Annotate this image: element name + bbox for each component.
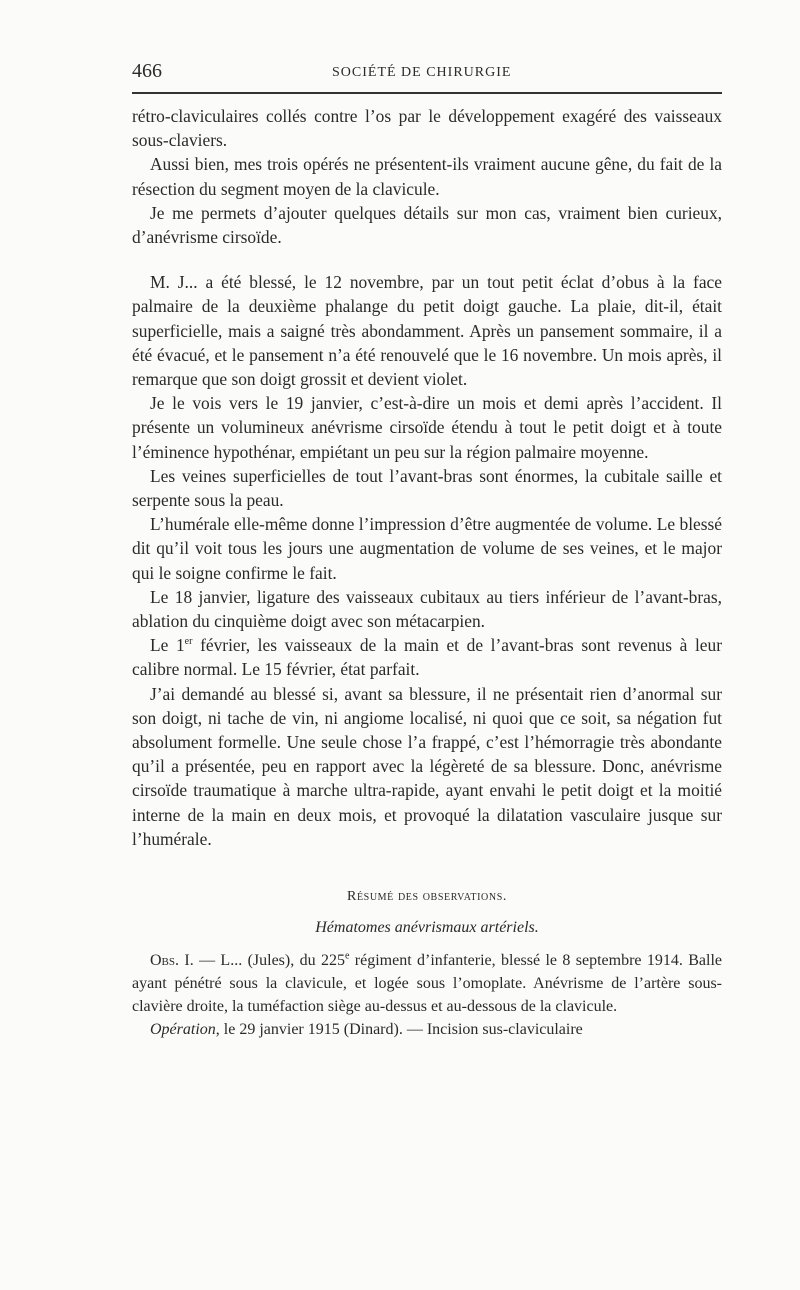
page-number: 466	[132, 60, 162, 82]
text-run: Le 1	[150, 635, 185, 656]
observation-label: Obs. I.	[150, 952, 194, 970]
paragraph: Aussi bien, mes trois opérés ne présentent-ils vraiment aucune gêne, du fait de la résection du segment moyen de la clavicule.	[132, 154, 722, 199]
header-rule	[132, 92, 722, 94]
section-title: Résumé des observations.	[347, 889, 507, 905]
paragraph: Le 18 janvier, ligature des vaisseaux cubitaux au tiers inférieur de l’avant-bras, ablation du cinquième doigt avec son métacarpien.	[132, 586, 722, 632]
text-run: février, les vaisseaux de la main et de l’avant-bras sont revenus à leur calibre normal. Le 15 février, état parfait.	[132, 635, 723, 680]
paragraph: L’humérale elle-même donne l’impression d’être augmentée de volume. Le blessé dit qu’il voit tous les jours une augmentation de volume de ses veines, et le major qui le soigne confirme le fait.	[132, 514, 722, 583]
text-run: régiment d’infanterie, blessé le 8 septembre 1914. Balle ayant pénétré sous la clavicule, et logée sous l’omoplate. Anévrisme de l’artère sous-clavière droite, la tuméfaction siège au-dessus et au-dessous de la clavicule.	[132, 952, 722, 1016]
paragraph: Les veines superficielles de tout l’avant-bras sont énormes, la cubitale saille et serpente sous la peau.	[132, 465, 722, 511]
paragraph	[132, 1018, 722, 1041]
paragraph: M. J... a été blessé, le 12 novembre, par un tout petit éclat d’obus à la face palmaire de la deuxième phalange du petit doigt gauche. La plaie, dit-il, était superficielle, mais a saigné très abondamment. Après un pansement sommaire, il a été évacué, et le pansement n’a été renouvelé que le 16 novembre. Un mois après, il remarque que son doigt grossit et devient violet.	[132, 272, 722, 390]
paragraph	[132, 633, 722, 681]
page	[132, 52, 722, 1041]
running-title: SOCIÉTÉ DE CHIRURGIE	[332, 65, 512, 80]
text-run: — L... (Jules), du 225	[193, 952, 345, 970]
paragraph: rétro-claviculaires collés contre l’os par le développement exagéré des vaisseaux sous-claviers.	[132, 106, 722, 151]
spacer	[132, 249, 722, 270]
superscript: er	[184, 636, 193, 648]
observation-block	[132, 949, 722, 1041]
text-run: , le 29 janvier 1915 (Dinard). — Incision sus-claviculaire	[215, 1021, 583, 1039]
operation-label: Opération	[150, 1021, 216, 1039]
paragraph: J’ai demandé au blessé si, avant sa blessure, il ne présentait rien d’anormal sur son doigt, ni tache de vin, ni angiome localisé, ni quoi que ce soit, sa négation fut absolument formelle. Une seule chose l’a frappé, c’est l’hémorragie très abondante qu’il a présentée, peu en rapport avec la légèreté de sa blessure. Donc, anévrisme cirsoïde traumatique à marche ultra-rapide, ayant envahi le petit doigt et la moitié interne de la main en deux mois, et provoqué la dilatation vasculaire jusque sur l’humérale.	[132, 683, 722, 849]
paragraph: Je me permets d’ajouter quelques détails sur mon cas, vraiment bien curieux, d’anévrisme cirsoïde.	[132, 202, 722, 248]
paragraph	[132, 949, 722, 1018]
paragraph: Je le vois vers le 19 janvier, c’est-à-dire un mois et demi après l’accident. Il présente un volumineux anévrisme cirsoïde étendu à tout le petit doigt et à toute l’éminence hypothénar, empiétant un peu sur la région palmaire moyenne.	[132, 393, 722, 462]
page-header	[132, 52, 722, 88]
superscript: e	[344, 950, 350, 962]
section-subtitle: Hématomes anévrismaux artériels.	[315, 919, 539, 937]
